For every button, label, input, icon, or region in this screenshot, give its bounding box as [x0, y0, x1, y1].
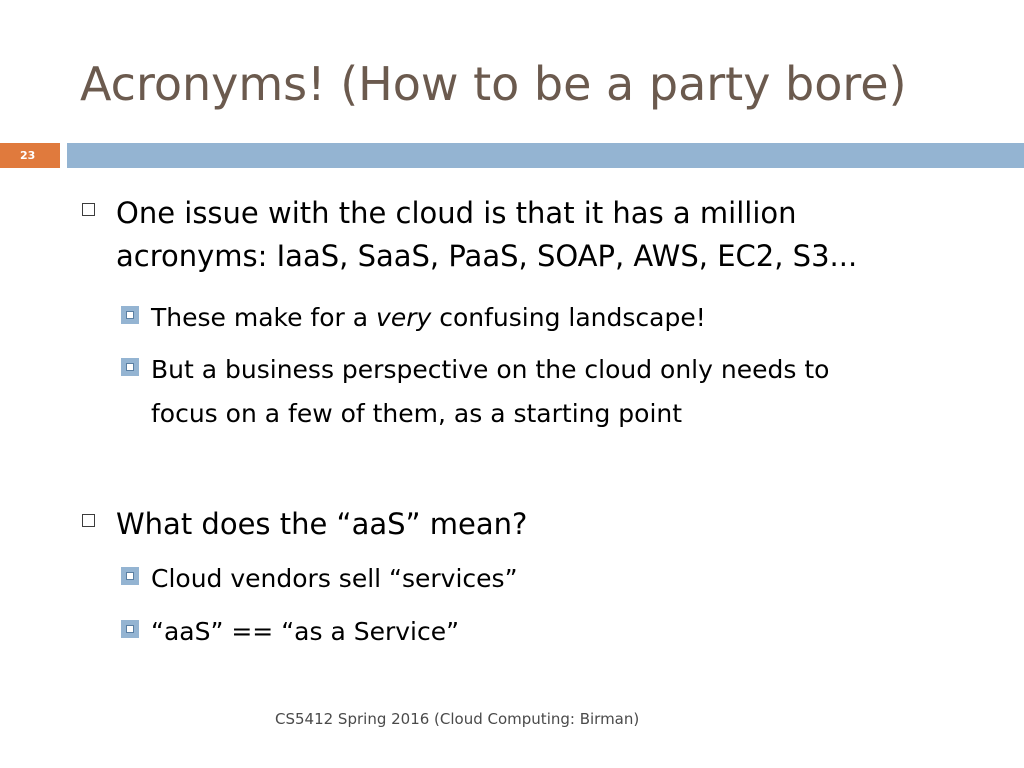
bullet-text: acronyms: IaaS, SaaS, PaaS, SOAP, AWS, EC2, S3...: [116, 239, 858, 273]
boxed-square-icon: [121, 306, 139, 324]
bullet-text: What does the “aaS” mean?: [116, 507, 528, 541]
boxed-square-icon: [121, 620, 139, 638]
sub-bullet-text: [151, 296, 706, 340]
sub-bullet-text: Cloud vendors sell “services”: [151, 564, 518, 593]
sub-bullet-text: focus on a few of them, as a starting point: [151, 399, 683, 428]
sub-bullet-text-part: confusing landscape!: [431, 303, 706, 332]
title-divider-bar: [67, 143, 1024, 168]
slide-number: 23: [0, 143, 60, 168]
sub-bullet-text: “aaS” == “as a Service”: [151, 617, 460, 646]
hollow-square-icon: [82, 514, 95, 527]
sub-bullet-text-part: These make for a: [151, 303, 377, 332]
emphasis-text: very: [376, 303, 432, 332]
boxed-square-icon: [121, 358, 139, 376]
slide-title: Acronyms! (How to be a party bore): [80, 57, 907, 111]
sub-bullet-text: But a business perspective on the cloud only needs to: [151, 355, 830, 384]
bullet-text: One issue with the cloud is that it has a million: [116, 196, 797, 230]
slide-footer: CS5412 Spring 2016 (Cloud Computing: Birman): [275, 710, 640, 728]
boxed-square-icon: [121, 567, 139, 585]
hollow-square-icon: [82, 203, 95, 216]
